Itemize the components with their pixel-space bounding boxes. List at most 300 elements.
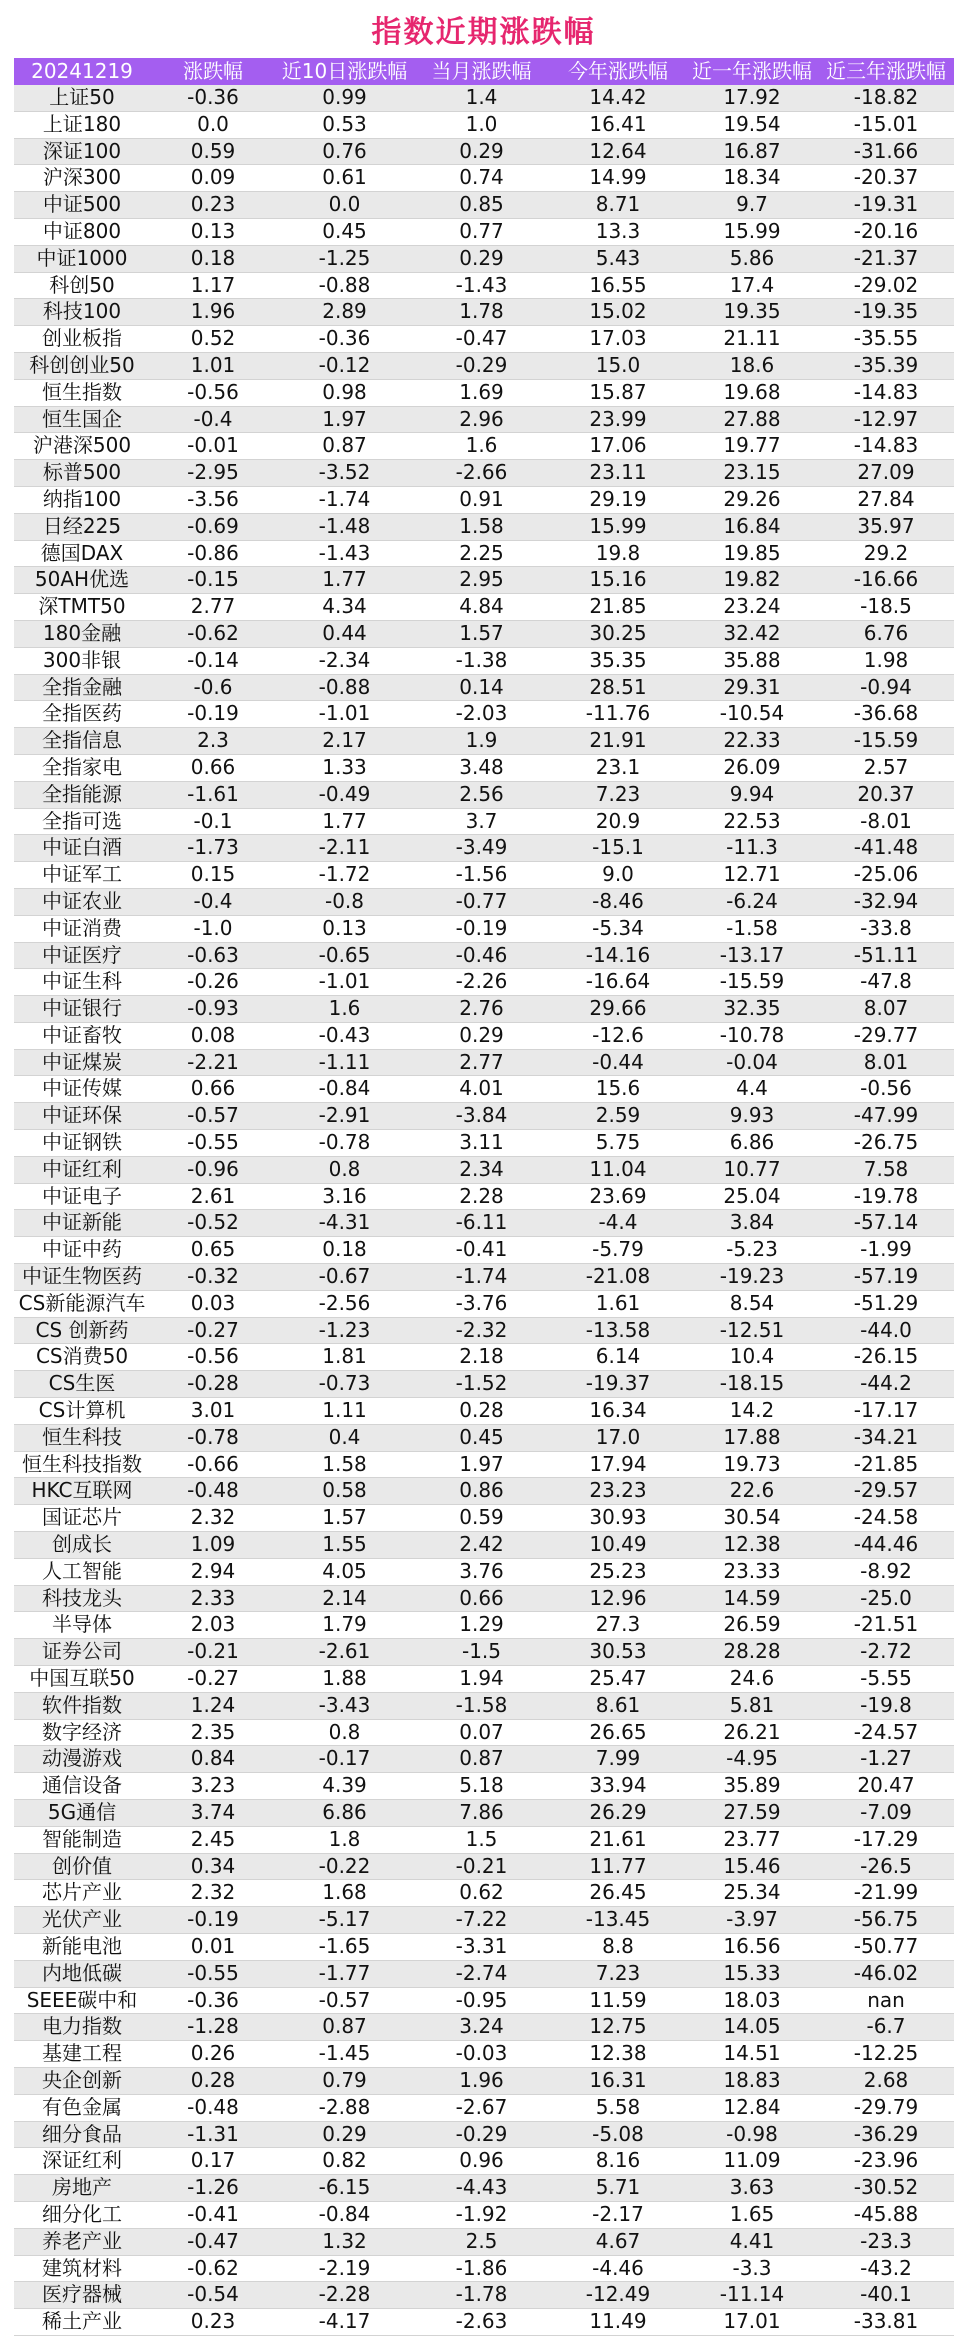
value-cell: 14.05 <box>686 2014 818 2041</box>
index-name-cell: 科创50 <box>14 272 150 299</box>
value-cell: 9.94 <box>686 781 818 808</box>
table-row <box>14 647 954 674</box>
value-cell: -0.47 <box>150 2228 276 2255</box>
value-cell: 18.34 <box>686 165 818 192</box>
value-cell: 15.0 <box>550 352 686 379</box>
value-cell: -0.55 <box>150 1130 276 1157</box>
value-cell: 15.33 <box>686 1960 818 1987</box>
table-row <box>14 701 954 728</box>
table-row <box>14 2255 954 2282</box>
value-cell: 1.69 <box>413 379 550 406</box>
index-name-cell: 180金融 <box>14 620 150 647</box>
table-row <box>14 1612 954 1639</box>
value-cell: 0.29 <box>413 1022 550 1049</box>
value-cell: 11.04 <box>550 1156 686 1183</box>
value-cell: 7.99 <box>550 1746 686 1773</box>
table-row <box>14 111 954 138</box>
value-cell: 2.68 <box>818 2067 954 2094</box>
value-cell: 0.8 <box>276 1156 413 1183</box>
value-cell: -17.17 <box>818 1398 954 1425</box>
table-row <box>14 808 954 835</box>
value-cell: 0.29 <box>413 138 550 165</box>
index-name-cell: 中证红利 <box>14 1156 150 1183</box>
table-row <box>14 1933 954 1960</box>
value-cell: 25.34 <box>686 1880 818 1907</box>
table-row <box>14 888 954 915</box>
column-header: 近10日涨跌幅 <box>276 58 413 85</box>
value-cell: 23.23 <box>550 1478 686 1505</box>
value-cell: -19.37 <box>550 1371 686 1398</box>
value-cell: 21.91 <box>550 728 686 755</box>
value-cell: 16.55 <box>550 272 686 299</box>
value-cell: 12.71 <box>686 862 818 889</box>
index-name-cell: 国证芯片 <box>14 1505 150 1532</box>
table-row <box>14 460 954 487</box>
column-header: 近一年涨跌幅 <box>686 58 818 85</box>
value-cell: 4.05 <box>276 1558 413 1585</box>
table-row <box>14 272 954 299</box>
value-cell: -29.02 <box>818 272 954 299</box>
value-cell: 23.11 <box>550 460 686 487</box>
value-cell: 14.51 <box>686 2041 818 2068</box>
value-cell: -21.85 <box>818 1451 954 1478</box>
value-cell: -0.21 <box>150 1639 276 1666</box>
value-cell: -0.41 <box>150 2201 276 2228</box>
value-cell: 4.4 <box>686 1076 818 1103</box>
value-cell: 25.47 <box>550 1666 686 1693</box>
value-cell: 2.28 <box>413 1183 550 1210</box>
value-cell: 0.87 <box>413 1746 550 1773</box>
value-cell: 17.0 <box>550 1424 686 1451</box>
value-cell: -1.5 <box>413 1639 550 1666</box>
value-cell: -40.1 <box>818 2282 954 2309</box>
index-name-cell: 恒生指数 <box>14 379 150 406</box>
table-row <box>14 486 954 513</box>
value-cell: 8.8 <box>550 1933 686 1960</box>
table-row <box>14 1103 954 1130</box>
index-name-cell: CS新能源汽车 <box>14 1290 150 1317</box>
value-cell: 29.19 <box>550 486 686 513</box>
value-cell: -0.67 <box>276 1264 413 1291</box>
value-cell: 2.59 <box>550 1103 686 1130</box>
value-cell: 0.03 <box>150 1290 276 1317</box>
value-cell: -1.23 <box>276 1317 413 1344</box>
value-cell: 28.51 <box>550 674 686 701</box>
value-cell: -3.43 <box>276 1692 413 1719</box>
index-name-cell: 中证消费 <box>14 915 150 942</box>
value-cell: -47.99 <box>818 1103 954 1130</box>
column-header: 今年涨跌幅 <box>550 58 686 85</box>
page-title: 指数近期涨跌幅 <box>371 15 596 50</box>
value-cell: -0.63 <box>150 942 276 969</box>
index-name-cell: 创价值 <box>14 1853 150 1880</box>
value-cell: 3.7 <box>413 808 550 835</box>
value-cell: 22.6 <box>686 1478 818 1505</box>
value-cell: 17.88 <box>686 1424 818 1451</box>
value-cell: 0.28 <box>150 2067 276 2094</box>
value-cell: -29.57 <box>818 1478 954 1505</box>
value-cell: 4.39 <box>276 1773 413 1800</box>
value-cell: 30.54 <box>686 1505 818 1532</box>
value-cell: 1.97 <box>276 406 413 433</box>
value-cell: -0.28 <box>150 1371 276 1398</box>
table-row <box>14 2282 954 2309</box>
table-row <box>14 1156 954 1183</box>
index-change-table <box>14 58 954 2336</box>
value-cell: 21.11 <box>686 326 818 353</box>
value-cell: 4.67 <box>550 2228 686 2255</box>
value-cell: 2.5 <box>413 2228 550 2255</box>
value-cell: 20.37 <box>818 781 954 808</box>
value-cell: -2.67 <box>413 2094 550 2121</box>
value-cell: 1.96 <box>413 2067 550 2094</box>
value-cell: 1.61 <box>550 1290 686 1317</box>
value-cell: -1.01 <box>276 701 413 728</box>
value-cell: 15.87 <box>550 379 686 406</box>
value-cell: 0.28 <box>413 1398 550 1425</box>
table-row <box>14 1746 954 1773</box>
table-row <box>14 1853 954 1880</box>
index-name-cell: 人工智能 <box>14 1558 150 1585</box>
table-row <box>14 1907 954 1934</box>
table-row <box>14 192 954 219</box>
value-cell: -0.57 <box>276 1987 413 2014</box>
value-cell: -43.2 <box>818 2255 954 2282</box>
index-name-cell: 中证环保 <box>14 1103 150 1130</box>
index-name-cell: 建筑材料 <box>14 2255 150 2282</box>
value-cell: 1.6 <box>413 433 550 460</box>
index-name-cell: 标普500 <box>14 460 150 487</box>
table-row <box>14 1719 954 1746</box>
value-cell: 13.3 <box>550 218 686 245</box>
value-cell: -0.73 <box>276 1371 413 1398</box>
value-cell: -1.38 <box>413 647 550 674</box>
table-row <box>14 1076 954 1103</box>
index-name-cell: 中证煤炭 <box>14 1049 150 1076</box>
table-row <box>14 1398 954 1425</box>
index-name-cell: 300非银 <box>14 647 150 674</box>
table-row <box>14 754 954 781</box>
value-cell: -0.54 <box>150 2282 276 2309</box>
table-row <box>14 245 954 272</box>
value-cell: 0.26 <box>150 2041 276 2068</box>
value-cell: -3.49 <box>413 835 550 862</box>
value-cell: -1.27 <box>818 1746 954 1773</box>
value-cell: 16.56 <box>686 1933 818 1960</box>
value-cell: 2.34 <box>413 1156 550 1183</box>
table-row <box>14 1344 954 1371</box>
value-cell: -33.8 <box>818 915 954 942</box>
value-cell: -29.77 <box>818 1022 954 1049</box>
value-cell: 3.16 <box>276 1183 413 1210</box>
value-cell: 16.34 <box>550 1398 686 1425</box>
value-cell: 0.65 <box>150 1237 276 1264</box>
index-name-cell: 细分化工 <box>14 2201 150 2228</box>
table-row <box>14 165 954 192</box>
table-row <box>14 915 954 942</box>
table-row <box>14 2041 954 2068</box>
value-cell: -0.96 <box>150 1156 276 1183</box>
value-cell: -46.02 <box>818 1960 954 1987</box>
table-row <box>14 594 954 621</box>
value-cell: 17.92 <box>686 85 818 111</box>
value-cell: -2.72 <box>818 1639 954 1666</box>
value-cell: 23.15 <box>686 460 818 487</box>
table-row <box>14 2228 954 2255</box>
value-cell: -10.78 <box>686 1022 818 1049</box>
table-row <box>14 1183 954 1210</box>
value-cell: 1.58 <box>276 1451 413 1478</box>
value-cell: -21.37 <box>818 245 954 272</box>
value-cell: 8.07 <box>818 996 954 1023</box>
value-cell: -20.16 <box>818 218 954 245</box>
index-name-cell: 上证50 <box>14 85 150 111</box>
column-header: 当月涨跌幅 <box>413 58 550 85</box>
value-cell: 3.84 <box>686 1210 818 1237</box>
value-cell: 20.47 <box>818 1773 954 1800</box>
value-cell: -36.68 <box>818 701 954 728</box>
value-cell: -1.73 <box>150 835 276 862</box>
value-cell: 2.32 <box>150 1505 276 1532</box>
value-cell: 1.77 <box>276 567 413 594</box>
value-cell: -1.77 <box>276 1960 413 1987</box>
value-cell: -0.19 <box>150 1907 276 1934</box>
value-cell: 12.38 <box>686 1532 818 1559</box>
value-cell: 0.82 <box>276 2148 413 2175</box>
value-cell: -17.29 <box>818 1826 954 1853</box>
value-cell: -56.75 <box>818 1907 954 1934</box>
value-cell: -0.48 <box>150 1478 276 1505</box>
value-cell: 35.88 <box>686 647 818 674</box>
value-cell: -2.17 <box>550 2201 686 2228</box>
value-cell: 5.43 <box>550 245 686 272</box>
value-cell: -0.04 <box>686 1049 818 1076</box>
value-cell: -7.09 <box>818 1800 954 1827</box>
value-cell: -20.37 <box>818 165 954 192</box>
value-cell: -1.99 <box>818 1237 954 1264</box>
value-cell: -15.59 <box>818 728 954 755</box>
value-cell: 1.29 <box>413 1612 550 1639</box>
value-cell: 33.94 <box>550 1773 686 1800</box>
value-cell: 8.54 <box>686 1290 818 1317</box>
value-cell: 1.98 <box>818 647 954 674</box>
value-cell: -0.12 <box>276 352 413 379</box>
value-cell: -19.23 <box>686 1264 818 1291</box>
value-cell: 0.59 <box>413 1505 550 1532</box>
value-cell: -0.17 <box>276 1746 413 1773</box>
value-cell: 0.0 <box>276 192 413 219</box>
value-cell: 23.24 <box>686 594 818 621</box>
value-cell: 2.95 <box>413 567 550 594</box>
table-row <box>14 1585 954 1612</box>
value-cell: -13.58 <box>550 1317 686 1344</box>
value-cell: 14.42 <box>550 85 686 111</box>
value-cell: 3.74 <box>150 1800 276 1827</box>
value-cell: 35.89 <box>686 1773 818 1800</box>
value-cell: -0.01 <box>150 433 276 460</box>
table-row <box>14 1424 954 1451</box>
value-cell: 0.96 <box>413 2148 550 2175</box>
column-header: 20241219 <box>14 58 150 85</box>
index-name-cell: 芯片产业 <box>14 1880 150 1907</box>
value-cell: 1.97 <box>413 1451 550 1478</box>
value-cell: 0.98 <box>276 379 413 406</box>
value-cell: -34.21 <box>818 1424 954 1451</box>
value-cell: 28.28 <box>686 1639 818 1666</box>
value-cell: 0.59 <box>150 138 276 165</box>
value-cell: -2.21 <box>150 1049 276 1076</box>
value-cell: -1.58 <box>413 1692 550 1719</box>
table-row <box>14 1022 954 1049</box>
index-name-cell: 央企创新 <box>14 2067 150 2094</box>
table-row <box>14 326 954 353</box>
value-cell: 26.59 <box>686 1612 818 1639</box>
value-cell: -0.49 <box>276 781 413 808</box>
table-row <box>14 218 954 245</box>
value-cell: 16.87 <box>686 138 818 165</box>
value-cell: 11.77 <box>550 1853 686 1880</box>
value-cell: -1.0 <box>150 915 276 942</box>
table-row <box>14 1532 954 1559</box>
value-cell: -30.52 <box>818 2175 954 2202</box>
value-cell: 1.77 <box>276 808 413 835</box>
value-cell: -0.93 <box>150 996 276 1023</box>
index-name-cell: 半导体 <box>14 1612 150 1639</box>
value-cell: 5.71 <box>550 2175 686 2202</box>
value-cell: 25.23 <box>550 1558 686 1585</box>
value-cell: -0.19 <box>150 701 276 728</box>
table-row <box>14 1478 954 1505</box>
value-cell: -0.36 <box>276 326 413 353</box>
value-cell: -0.03 <box>413 2041 550 2068</box>
value-cell: -10.54 <box>686 701 818 728</box>
value-cell: 2.77 <box>150 594 276 621</box>
value-cell: -8.92 <box>818 1558 954 1585</box>
value-cell: -35.39 <box>818 352 954 379</box>
index-name-cell: 全指金融 <box>14 674 150 701</box>
value-cell: 2.3 <box>150 728 276 755</box>
value-cell: -13.17 <box>686 942 818 969</box>
table-row <box>14 2309 954 2336</box>
value-cell: -1.25 <box>276 245 413 272</box>
index-name-cell: 电力指数 <box>14 2014 150 2041</box>
value-cell: 2.77 <box>413 1049 550 1076</box>
index-name-cell: 光伏产业 <box>14 1907 150 1934</box>
index-name-cell: 纳指100 <box>14 486 150 513</box>
index-name-cell: 稀土产业 <box>14 2309 150 2336</box>
index-name-cell: 智能制造 <box>14 1826 150 1853</box>
value-cell: 12.96 <box>550 1585 686 1612</box>
value-cell: -0.77 <box>413 888 550 915</box>
value-cell: 16.84 <box>686 513 818 540</box>
value-cell: 32.35 <box>686 996 818 1023</box>
value-cell: 0.85 <box>413 192 550 219</box>
value-cell: -1.56 <box>413 862 550 889</box>
value-cell: 2.03 <box>150 1612 276 1639</box>
table-row <box>14 540 954 567</box>
value-cell: -13.45 <box>550 1907 686 1934</box>
index-name-cell: 创成长 <box>14 1532 150 1559</box>
table-row <box>14 1237 954 1264</box>
value-cell: -12.25 <box>818 2041 954 2068</box>
value-cell: -0.27 <box>150 1317 276 1344</box>
value-cell: -1.86 <box>413 2255 550 2282</box>
value-cell: 2.89 <box>276 299 413 326</box>
index-name-cell: 德国DAX <box>14 540 150 567</box>
value-cell: 0.14 <box>413 674 550 701</box>
value-cell: -0.21 <box>413 1853 550 1880</box>
value-cell: 0.17 <box>150 2148 276 2175</box>
value-cell: -0.66 <box>150 1451 276 1478</box>
table-row <box>14 1826 954 1853</box>
index-name-cell: 恒生国企 <box>14 406 150 433</box>
value-cell: 7.23 <box>550 1960 686 1987</box>
value-cell: 14.99 <box>550 165 686 192</box>
table-row <box>14 996 954 1023</box>
index-name-cell: 日经225 <box>14 513 150 540</box>
value-cell: 29.66 <box>550 996 686 1023</box>
value-cell: -0.78 <box>150 1424 276 1451</box>
value-cell: -0.41 <box>413 1237 550 1264</box>
value-cell: 6.14 <box>550 1344 686 1371</box>
value-cell: 1.55 <box>276 1532 413 1559</box>
value-cell: -6.7 <box>818 2014 954 2041</box>
value-cell: 7.86 <box>413 1800 550 1827</box>
index-name-cell: 中证生科 <box>14 969 150 996</box>
value-cell: 27.84 <box>818 486 954 513</box>
value-cell: 8.01 <box>818 1049 954 1076</box>
value-cell: -0.29 <box>413 352 550 379</box>
index-name-cell: 中证生物医药 <box>14 1264 150 1291</box>
index-name-cell: 沪深300 <box>14 165 150 192</box>
value-cell: 32.42 <box>686 620 818 647</box>
table-row <box>14 1371 954 1398</box>
value-cell: -19.8 <box>818 1692 954 1719</box>
value-cell: -0.15 <box>150 567 276 594</box>
value-cell: -50.77 <box>818 1933 954 1960</box>
value-cell: -0.27 <box>150 1666 276 1693</box>
value-cell: -0.43 <box>276 1022 413 1049</box>
value-cell: 0.45 <box>276 218 413 245</box>
value-cell: -1.92 <box>413 2201 550 2228</box>
value-cell: -0.56 <box>818 1076 954 1103</box>
value-cell: -3.52 <box>276 460 413 487</box>
table-row <box>14 85 954 111</box>
table-row <box>14 2094 954 2121</box>
value-cell: 26.21 <box>686 1719 818 1746</box>
value-cell: -1.48 <box>276 513 413 540</box>
value-cell: 1.57 <box>413 620 550 647</box>
value-cell: -1.74 <box>276 486 413 513</box>
value-cell: -12.51 <box>686 1317 818 1344</box>
value-cell: 2.33 <box>150 1585 276 1612</box>
value-cell: -4.43 <box>413 2175 550 2202</box>
value-cell: 1.4 <box>413 85 550 111</box>
value-cell: -44.2 <box>818 1371 954 1398</box>
value-cell: -29.79 <box>818 2094 954 2121</box>
index-name-cell: 中证新能 <box>14 1210 150 1237</box>
value-cell: -15.59 <box>686 969 818 996</box>
value-cell: -35.55 <box>818 326 954 353</box>
value-cell: -2.26 <box>413 969 550 996</box>
value-cell: -5.34 <box>550 915 686 942</box>
table-row <box>14 1666 954 1693</box>
value-cell: -5.55 <box>818 1666 954 1693</box>
value-cell: 22.33 <box>686 728 818 755</box>
value-cell: -3.56 <box>150 486 276 513</box>
value-cell: -0.84 <box>276 2201 413 2228</box>
value-cell: -14.83 <box>818 379 954 406</box>
